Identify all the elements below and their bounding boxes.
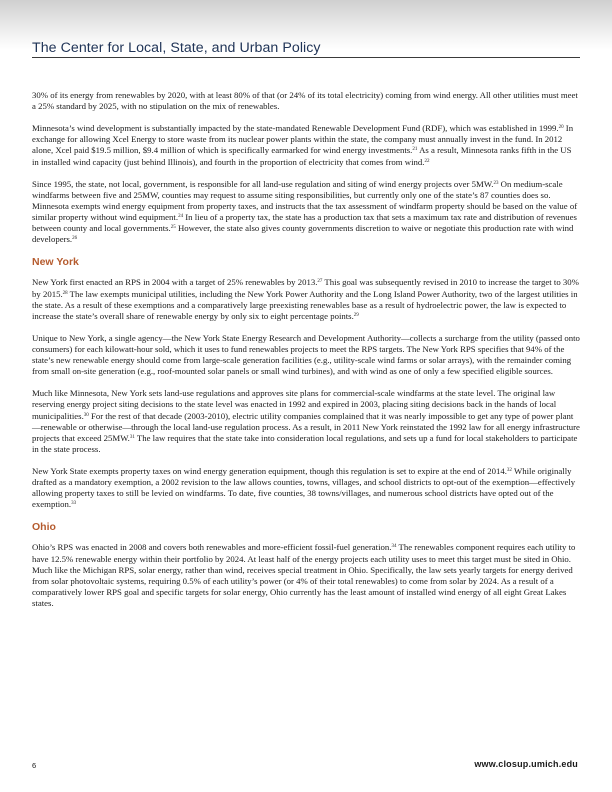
footnote-ref[interactable]: 34 (391, 544, 397, 550)
footnote-ref[interactable]: 25 (170, 225, 176, 231)
footnote-ref[interactable]: 27 (317, 279, 323, 285)
footnote-ref[interactable]: 29 (353, 312, 359, 318)
footnote-ref[interactable]: 21 (412, 147, 418, 153)
paragraph: Unique to New York, a single agency—the New York State Energy Research and Development Authority—collects a surcharge from the utility (passed onto consumers) for each kilowatt-hour sold, which it uses to fund renewables projects to meet the RPS targets. The New York RPS specifies that 94% of the state’s new renewable energy should come from large-scale generation facilities (e.g., utility-scale wind farms or solar arrays), with the remainder coming from small on-site generation (e.g., roof-mounted solar panels or small wind turbines), and with wind as one of only a few specified eligible sources. (32, 332, 580, 377)
footnote-ref[interactable]: 23 (493, 180, 499, 186)
footnote-ref[interactable]: 31 (129, 434, 135, 440)
running-head-title: The Center for Local, State, and Urban Policy (32, 40, 321, 56)
footnote-ref[interactable]: 20 (558, 125, 564, 131)
paragraph: Since 1995, the state, not local, government, is responsible for all land-use regulation and siting of wind energy projects over 5MW.$^{23}$ On medium-scale windfarms between five and 25MW, counties may request to assume siting responsibilities, but currently only one of the state’s 87 counties does so. Minnesota exempts wind energy equipment from property taxes, and instructs that the tax assessment of windfarm property should be based on the value of similar property without wind equipment.$^{24}$ In lieu of a property tax, the state has a production tax that sets a maximum tax rate and distribution of revenues between county and local governments.$^{25}$ However, the state also gives county governments discretion to waive or negotiate this production rate with wind developers.$^{26}$ (32, 178, 578, 245)
paragraph: Ohio’s RPS was enacted in 2008 and covers both renewables and more-efficient fossil-fuel generation.$^{34}$ The renewables component requires each utility to have 12.5% renewable energy within their portfolio by 2024. At least half of the energy projects each utility uses to meet this target must be sited in Ohio. Much like the Michigan RPS, solar energy, rather than wind, receives special treatment in Ohio. Specifically, the law sets yearly targets for energy derived from solar photovoltaic systems, requiring 0.5% of each utility’s power (or 4% of their total renewables) to come from solar by 2024. As a result of a comparatively lower RPS goal and specific targets for solar energy, Ohio currently has the least amount of installed wind energy of all eight Great Lakes states. (32, 542, 576, 608)
footnote-ref[interactable]: 32 (506, 468, 512, 473)
paragraph: Minnesota’s wind development is substantially impacted by the state-mandated Renewable Development Fund (RDF), which was established in 1999.20 In exchange for allowing Xcel Energy to store waste from its nuclear power plants within the state, the company must annually invest in the fund. In 2012 alone, Xcel paid $19.5 million, $9.4 million of which is specifically earmarked for wind energy investments.$^{21}$ As a result, Minnesota ranks fifth in the US in installed wind capacity (just behind Illinois), and fourth in the proportion of electricity that comes from wind.$^{22}$ (32, 123, 574, 167)
paragraph: New York State exempts property taxes on wind energy generation equipment, though this regulation is set to expire at the end of 2014.32 While originally drafted as a mandatory exemption, a 2002 revision to the law allows counties, towns, villages, and school districts to opt-out of the exemption—effectively allowing property taxes to still be levied on windfarms. To date, five counties, 38 towns/villages, and numerous school districts have opted out of the exemption.$^{33}$ (32, 466, 576, 510)
footnote-ref[interactable]: 26 (72, 236, 78, 242)
paragraph: Much like Minnesota, New York sets land-use regulations and approves site plans for commercial-scale windfarms at the state level. The original law reserving energy project siting decisions to the state level was enacted in 1992 and expired in 2003, placing siting decisions back in the hands of local municipalities.$^{30}$ For the rest of that decade (2003-2010), electric utility companies complained that it was nearly impossible to get any type of power plant—renewable or otherwise—through the local land-use regulation process. As a result, in 2011 New York reinstated the 1992 law for all energy infrastructure projects that exceed 25MW.$^{31}$ The law requires that the state take into consideration local regulations, and sets up a fund for local stakeholders to participate in the state process. (32, 388, 580, 454)
page-number: 6 (32, 761, 37, 770)
footnote-ref[interactable]: 28 (62, 290, 68, 296)
footnote-ref[interactable]: 33 (71, 501, 77, 507)
footer-url-link[interactable]: www.closup.umich.edu (474, 759, 578, 769)
footnote-ref[interactable]: 24 (178, 214, 184, 220)
main-content (32, 90, 580, 620)
paragraph: 30% of its energy from renewables by 2020, with at least 80% of that (or 24% of its total electricity) coming from wind energy. All other utilities must meet a 25% standard by 2025, with no stipulation on the mix of renewables. (32, 90, 578, 112)
section-heading-ohio: Ohio (32, 521, 56, 534)
paragraph: New York first enacted an RPS in 2004 with a target of 25% renewables by 2013.27 This goal was subsequently revised in 2010 to increase the target to 30% by 2015.28 The law exempts municipal utilities, including the New York Power Authority and the Long Island Power Authority, two of the largest utilities in the state. As a result of these exemptions and a comparatively large preexisting renewables base as a result of hydroelectric power, the law is expected to increase the state’s overall share of renewable energy by only six to eight percentage points.$^{29}$ (32, 277, 579, 321)
header-rule (32, 57, 580, 58)
footnote-ref[interactable]: 22 (424, 158, 430, 164)
section-heading-new-york: New York (32, 256, 79, 269)
footnote-ref[interactable]: 30 (83, 412, 89, 418)
